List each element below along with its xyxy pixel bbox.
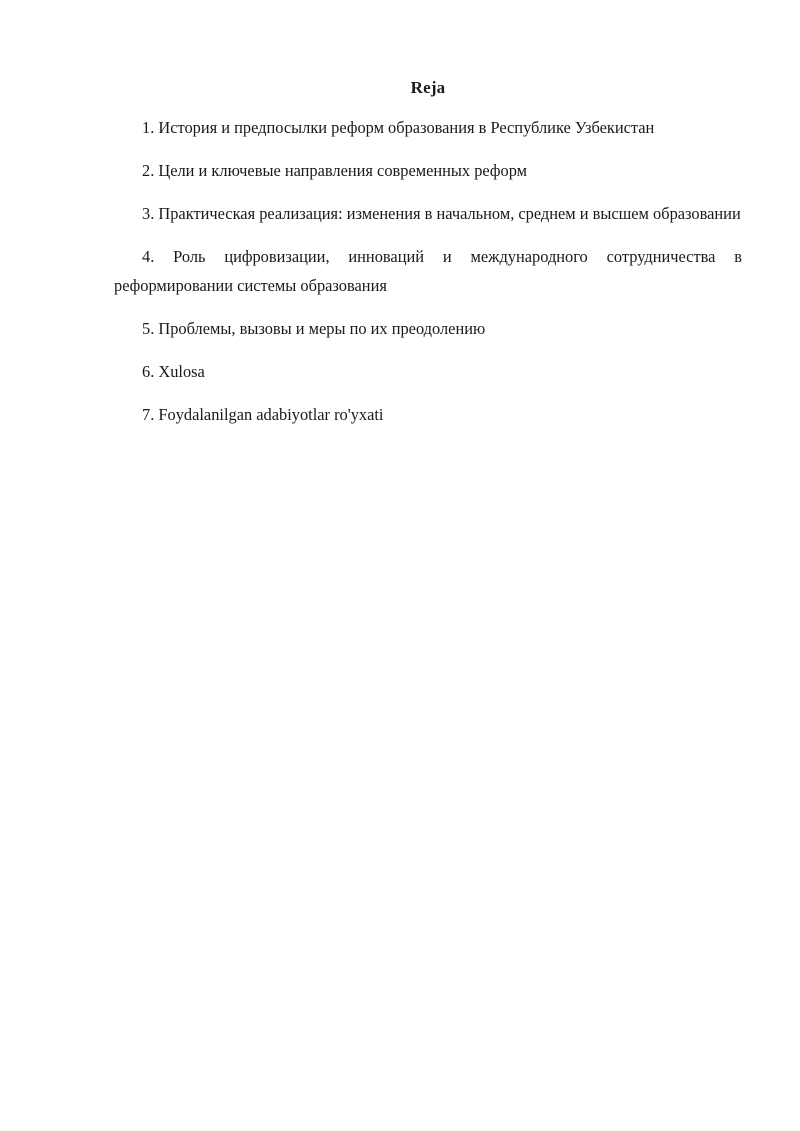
plan-item-2: 2. Цели и ключевые направления современных реформ <box>142 161 528 180</box>
plan-content <box>114 76 742 443</box>
plan-item-6: 6. Xulosa <box>142 362 205 381</box>
plan-list <box>114 113 742 429</box>
plan-item-7: 7. Foydalanilgan adabiyotlar ro'yxati <box>142 405 384 424</box>
page-title: Reja <box>410 78 446 97</box>
plan-item-3: 3. Практическая реализация: изменения в начальном, среднем и высшем образовании <box>142 204 741 223</box>
plan-item-4: 4. Роль цифровизации, инноваций и международного сотрудничества в реформировании системы образования <box>114 247 742 295</box>
plan-item-5: 5. Проблемы, вызовы и меры по их преодолению <box>142 319 486 338</box>
plan-item-1: 1. История и предпосылки реформ образования в Республике Узбекистан <box>142 118 655 137</box>
